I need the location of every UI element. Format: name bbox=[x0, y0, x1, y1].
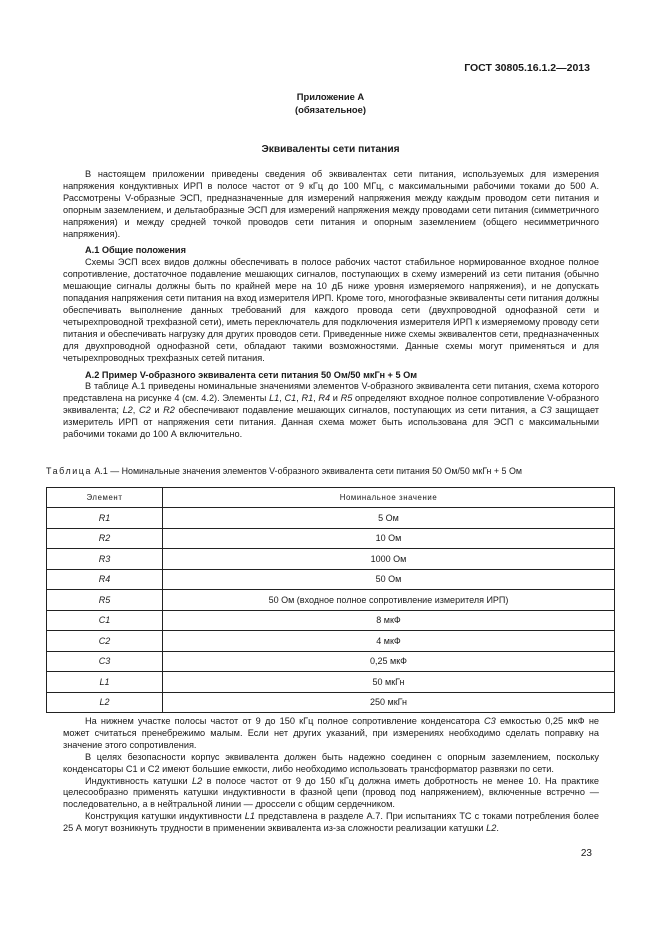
table-row bbox=[47, 651, 615, 672]
safety-paragraph: В целях безопасности корпус эквивалента должен быть надежно соединен с опорным заземлением, поскольку конденсаторы С1 и С2 имеют большие емкости, либо необходимо использовать трансформатор развязки по сети. bbox=[63, 751, 599, 774]
value-cell: 250 мкГн bbox=[163, 692, 615, 713]
coil-design-paragraph: Конструкция катушки индуктивности L1 представлена в разделе А.7. При испытаниях ТС с токами потребления более 25 А могут возникнуть трудности в применении эквивалента из-за сложности реализации катушки L2. bbox=[63, 811, 599, 834]
table-row bbox=[47, 692, 615, 713]
table-header-row bbox=[47, 488, 615, 508]
element-cell: L1 bbox=[47, 672, 163, 693]
element-cell: R3 bbox=[47, 549, 163, 570]
table-caption: Таблица А.1 — Номинальные значения элементов V-образного эквивалента сети питания 50 Ом/50 мкГн + 5 Ом bbox=[46, 466, 522, 476]
table-row bbox=[47, 631, 615, 652]
value-cell: 50 Ом bbox=[163, 569, 615, 590]
value-cell: 10 Ом bbox=[163, 528, 615, 549]
section-a1-paragraph: Схемы ЭСП всех видов должны обеспечивать в полосе рабочих частот стабильное нормированное входное полное сопротивление, достаточное подавление мешающих сигналов, поступающих в схему измерений из сети питания (обычно мешающие сигналы должны быть по крайней мере на 10 дБ ниже уровня измеряемого напряжения), и не допускать попадания напряжения сети питания на вход измерителя ИРП. Кроме того, многофазные эквиваленты сети питания должны обеспечивать выполнение данных требований для каждого провода сети (двухпроводной однофазной сети и четырехпроводной трехфазной сети), иметь переключатель для подключения измерителя ИРП к измеряемому проводу сети питания и обеспечивать нагрузку для других проводов сети. Приведенные ниже схемы эквивалентов сети, предназначенных для двухпроводной однофазной сети, обладают такими возможностями. Данные схемы могут применяться и для четырехпроводных трехфазных сетей питания. bbox=[63, 257, 599, 363]
element-cell: R5 bbox=[47, 590, 163, 611]
element-cell: C1 bbox=[47, 610, 163, 631]
appendix-heading bbox=[0, 91, 661, 116]
inductance-paragraph: Индуктивность катушки L2 в полосе частот от 9 до 150 кГц должна иметь добротность не менее 10. На практике целесообразно применять катушки индуктивности в фазной цепи (провод под напряжением), включенные встречно — последовательно, а в нейтральной линии — дроссели с общим сердечником. bbox=[63, 775, 599, 810]
table-row bbox=[47, 508, 615, 529]
table-row bbox=[47, 549, 615, 570]
appendix-title: Эквиваленты сети питания bbox=[261, 144, 400, 155]
body-text-top bbox=[63, 169, 599, 441]
element-cell: C2 bbox=[47, 631, 163, 652]
document-code: ГОСТ 30805.16.1.2—2013 bbox=[464, 62, 590, 74]
element-cell: R1 bbox=[47, 508, 163, 529]
nominal-values-table bbox=[46, 487, 615, 713]
capacitor-note-paragraph: На нижнем участке полосы частот от 9 до 150 кГц полное сопротивление конденсатора C3 емкостью 0,25 мкФ не может считаться пренебрежимо малым. Если нет других указаний, при измерениях необходимо сделать поправку на значение этого сопротивления. bbox=[63, 716, 600, 750]
value-cell: 50 мкГн bbox=[163, 672, 615, 693]
section-a2-paragraph: В таблице А.1 приведены номинальные значениями элементов V-образного эквивалента сети питания, схема которого представлена на рисунке 4 (см. 4.2). Элементы L1, C1, R1, R4 и R5 определяют входное полное сопротивление V-образного эквивалента; L2, C2 и R2 обеспечивают подавление мешающих сигналов, поступающих из сети питания, а C3 защищает измеритель ИРП от напряжения сети питания. Данная схема может быть использована для ЭСП с максимальными рабочими токами до 100 А включительно. bbox=[63, 381, 599, 440]
appendix-type: (обязательное) bbox=[295, 103, 366, 115]
table-row bbox=[47, 569, 615, 590]
element-cell: C3 bbox=[47, 651, 163, 672]
table-row bbox=[47, 528, 615, 549]
table-row bbox=[47, 590, 615, 611]
value-cell: 1000 Ом bbox=[163, 549, 615, 570]
body-text-bottom bbox=[63, 716, 599, 835]
intro-paragraph: В настоящем приложении приведены сведения об эквивалентах сети питания, используемых для измерения напряжения кондуктивных ИРП в полосе частот от 9 кГц до 100 МГц, с максимальными рабочими токами до 500 А. Рассмотрены V-образные ЭСП, предназначенные для измерений напряжения между каждым проводом сети питания и опорным заземлением, и дельтаобразные ЭСП для измерений напряжения между проводами сети питания (симметричного напряжения) и между средней точкой проводов сети питания и опорным заземлением (общего несимметричного напряжения). bbox=[63, 169, 599, 239]
value-cell: 8 мкФ bbox=[163, 610, 615, 631]
table-row bbox=[47, 610, 615, 631]
section-a1-heading: А.1 Общие положения bbox=[85, 245, 186, 256]
element-cell: R2 bbox=[47, 528, 163, 549]
value-cell: 5 Ом bbox=[163, 508, 615, 529]
element-cell: L2 bbox=[47, 692, 163, 713]
section-a2-heading: А.2 Пример V-образного эквивалента сети питания 50 Ом/50 мкГн + 5 Ом bbox=[85, 369, 418, 380]
value-cell: 4 мкФ bbox=[163, 631, 615, 652]
table-row bbox=[47, 672, 615, 693]
element-cell: R4 bbox=[47, 569, 163, 590]
value-cell: 0,25 мкФ bbox=[163, 651, 615, 672]
page-number: 23 bbox=[580, 848, 592, 859]
value-cell: 50 Ом (входное полное сопротивление измерителя ИРП) bbox=[163, 590, 615, 611]
column-header-element: Элемент bbox=[47, 488, 163, 508]
appendix-label: Приложение А bbox=[296, 91, 365, 102]
column-header-value: Номинальное значение bbox=[163, 488, 615, 508]
